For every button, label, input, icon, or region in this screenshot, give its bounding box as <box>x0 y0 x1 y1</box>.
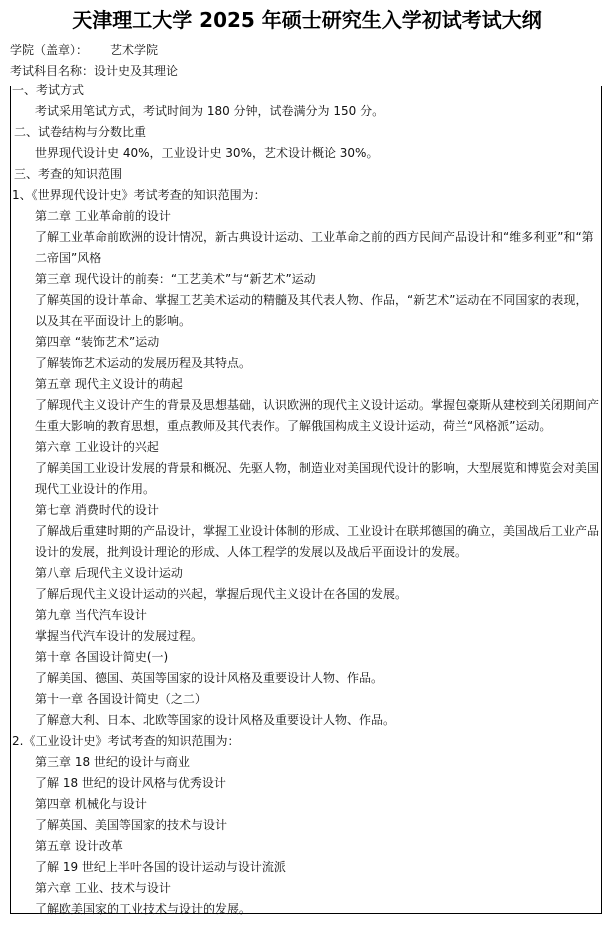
syllabus-content-box <box>10 83 602 916</box>
subject-label: 考试科目名称： <box>10 64 95 78</box>
subject-value: 设计史及其理论 <box>94 64 179 78</box>
chapter-title: 第三章 现代设计的前奏：“工艺美术”与“新艺术”运动 <box>35 272 316 286</box>
chapter-title: 第九章 当代汽车设计 <box>35 608 147 622</box>
chapter-desc: 了解工业革命前欧洲的设计情况，新古典设计运动、工业革命之前的西方民间产品设计和“维多利亚”和“第 <box>35 230 594 244</box>
chapter-desc: 二帝国”风格 <box>35 251 102 265</box>
chapter-title: 第六章 工业、技术与设计 <box>35 881 171 895</box>
college-label: 学院（盖章）： <box>10 43 89 57</box>
chapter-title: 第四章 机械化与设计 <box>35 797 147 811</box>
chapter-desc: 了解美国、德国、英国等国家的设计风格及重要设计人物、作品。 <box>35 671 384 685</box>
chapter-desc: 了解英国、美国等国家的技术与设计 <box>35 818 228 832</box>
chapter-title: 第六章 工业设计的兴起 <box>35 440 159 454</box>
college-value: 艺术学院 <box>110 43 159 57</box>
chapter-desc: 了解意大利、日本、北欧等国家的设计风格及重要设计人物、作品。 <box>35 713 396 727</box>
chapter-desc: 了解美国工业设计发展的背景和概况、先驱人物，制造业对美国现代设计的影响，大型展览和博览会对美国 <box>35 461 600 475</box>
chapter-title: 第十一章 各国设计简史（之二） <box>35 692 207 706</box>
part1-heading: 1、《世界现代设计史》考试考查的知识范围为： <box>12 188 266 202</box>
chapter-desc: 了解英国的设计革命、掌握工艺美术运动的精髓及其代表人物、作品，“新艺术”运动在不同国家的表现， <box>35 293 588 307</box>
chapter-desc: 了解 19 世纪上半叶各国的设计运动与设计流派 <box>35 860 286 874</box>
section-body: 世界现代设计史 40%，工业设计史 30%，艺术设计概论 30%。 <box>35 146 379 160</box>
chapter-desc: 了解后现代主义设计运动的兴起，掌握后现代主义设计在各国的发展。 <box>35 587 408 601</box>
chapter-desc: 了解装饰艺术运动的发展历程及其特点。 <box>35 356 252 370</box>
section-heading: 二、试卷结构与分数比重 <box>14 125 147 139</box>
chapter-desc: 了解欧美国家的工业技术与设计的发展。 <box>35 902 252 916</box>
college-row <box>10 40 158 60</box>
chapter-desc: 掌握当代汽车设计的发展过程。 <box>35 629 204 643</box>
chapter-desc: 现代工业设计的作用。 <box>35 482 156 496</box>
subject-row <box>10 61 178 81</box>
chapter-desc: 了解战后重建时期的产品设计，掌握工业设计体制的形成、工业设计在联邦德国的确立，美国战后工业产品 <box>35 524 600 538</box>
chapter-title: 第七章 消费时代的设计 <box>35 503 159 517</box>
chapter-title: 第十章 各国设计简史(一) <box>35 650 169 664</box>
chapter-title: 第五章 现代主义设计的萌起 <box>35 377 183 391</box>
chapter-title: 第五章 设计改革 <box>35 839 123 853</box>
section-heading: 三、考查的知识范围 <box>14 167 123 181</box>
section-heading: 一、考试方式 <box>12 83 85 97</box>
document-title: 天津理工大学 2025 年硕士研究生入学初试考试大纲 <box>72 8 542 32</box>
chapter-desc: 了解 18 世纪的设计风格与优秀设计 <box>35 776 226 790</box>
section-body: 考试采用笔试方式，考试时间为 180 分钟，试卷满分为 150 分。 <box>35 104 385 118</box>
chapter-desc: 生重大影响的教育思想，重点教师及其代表作。了解俄国构成主义设计运动，荷兰“风格派”运动。 <box>35 419 552 433</box>
part2-heading: 2.《工业设计史》考试考查的知识范围为： <box>12 734 240 748</box>
chapter-title: 第二章 工业革命前的设计 <box>35 209 171 223</box>
chapter-desc: 设计的发展，批判设计理论的形成、人体工程学的发展以及战后平面设计的发展。 <box>35 545 468 559</box>
chapter-title: 第八章 后现代主义设计运动 <box>35 566 183 580</box>
chapter-desc: 以及其在平面设计上的影响。 <box>35 314 192 328</box>
chapter-desc: 了解现代主义设计产生的背景及思想基础，认识欧洲的现代主义设计运动。掌握包豪斯从建校到关闭期间产 <box>35 398 600 412</box>
chapter-title: 第三章 18 世纪的设计与商业 <box>35 755 190 769</box>
chapter-title: 第四章 “装饰艺术”运动 <box>35 335 160 349</box>
